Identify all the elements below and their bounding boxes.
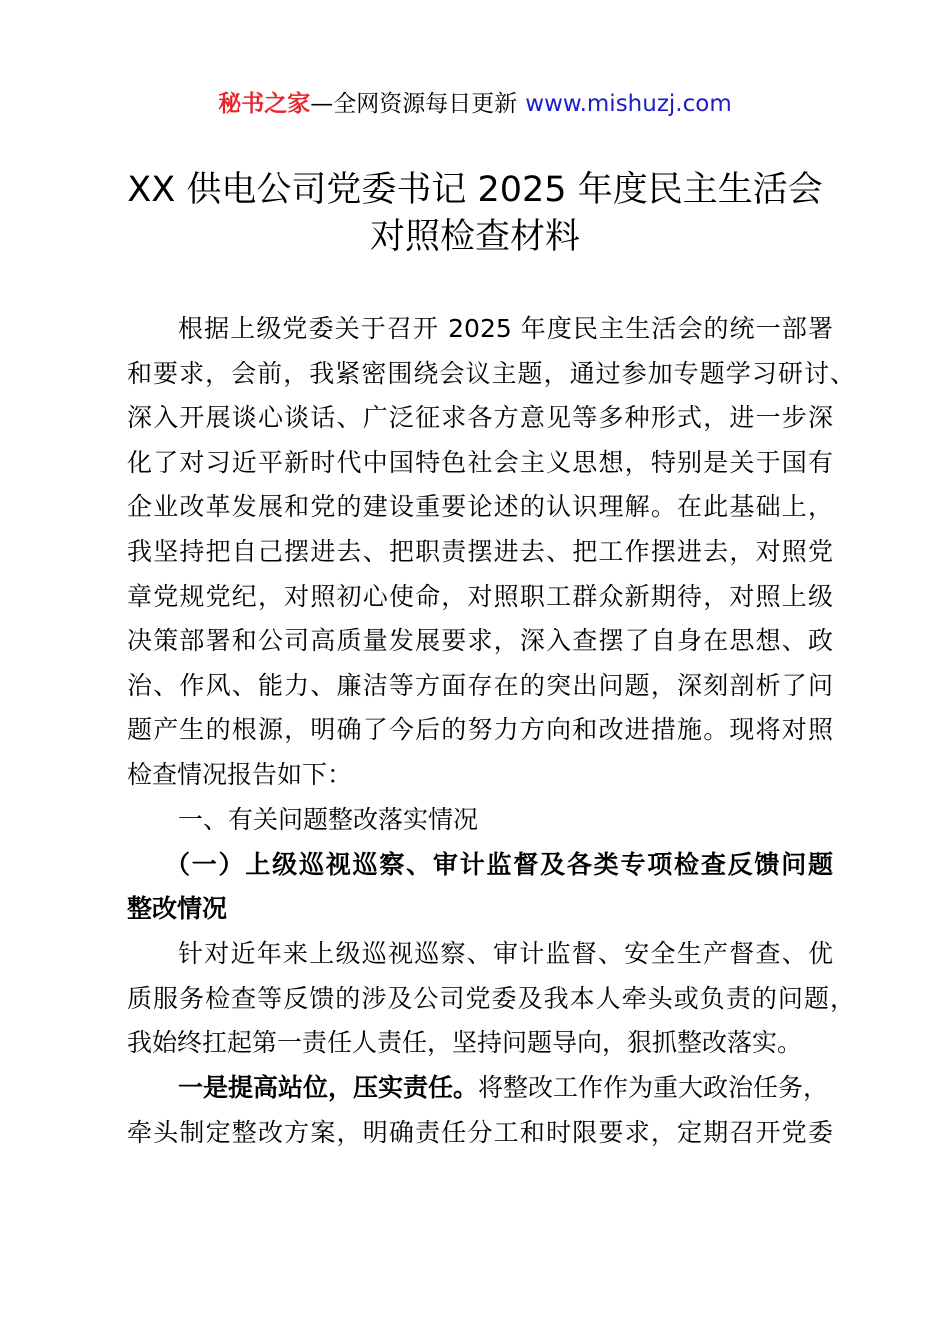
paragraph-line: 根据上级党委关于召开 2025 年度民主生活会的统一部署	[178, 314, 833, 343]
paragraph-line: 牵头制定整改方案，明确责任分工和时限要求，定期召开党委	[127, 1118, 833, 1147]
lead-in-bold: 一是提高站位，压实责任。	[178, 1073, 479, 1102]
section-heading: 一、有关问题整改落实情况	[178, 805, 479, 834]
banner-tagline: —全网资源每日更新	[310, 91, 518, 117]
site-banner	[0, 86, 950, 122]
paragraph-line: 深入开展谈心谈话、广泛征求各方意见等多种形式，进一步深	[127, 403, 833, 432]
lead-in-rest: 将整改工作作为重大政治任务，	[478, 1073, 829, 1102]
paragraph-line: 和要求，会前，我紧密围绕会议主题，通过参加专题学习研讨、	[127, 359, 855, 388]
subsection-heading-line: 整改情况	[127, 894, 228, 923]
paragraph-line: 我始终扛起第一责任人责任，坚持问题导向，狠抓整改落实。	[127, 1028, 803, 1057]
paragraph-line: 决策部署和公司高质量发展要求，深入查摆了自身在思想、政	[127, 626, 833, 655]
subsection-heading-line: （一）上级巡视巡察、审计监督及各类专项检查反馈问题	[165, 850, 833, 879]
paragraph-line: 化了对习近平新时代中国特色社会主义思想，特别是关于国有	[127, 448, 833, 477]
paragraph-line	[178, 1066, 858, 1110]
paragraph-line: 题产生的根源，明确了今后的努力方向和改进措施。现将对照	[127, 715, 833, 744]
document-title-line-1: XX 供电公司党委书记 2025 年度民主生活会	[127, 170, 823, 210]
paragraph-line: 治、作风、能力、廉洁等方面存在的突出问题，深刻剖析了问	[127, 671, 833, 700]
site-url-link[interactable]: www.mishuzj.com	[525, 91, 732, 117]
paragraph-line: 检查情况报告如下：	[127, 760, 353, 789]
brand-name: 秘书之家	[218, 91, 311, 117]
paragraph-line: 章党规党纪，对照初心使命，对照职工群众新期待，对照上级	[127, 582, 833, 611]
document-title-line-2: 对照检查材料	[369, 217, 580, 257]
paragraph-line: 质服务检查等反馈的涉及公司党委及我本人牵头或负责的问题，	[127, 984, 855, 1013]
paragraph-line: 我坚持把自己摆进去、把职责摆进去、把工作摆进去，对照党	[127, 537, 833, 566]
paragraph-line: 针对近年来上级巡视巡察、审计监督、安全生产督查、优	[178, 939, 833, 968]
paragraph-line: 企业改革发展和党的建设重要论述的认识理解。在此基础上，	[127, 492, 833, 521]
